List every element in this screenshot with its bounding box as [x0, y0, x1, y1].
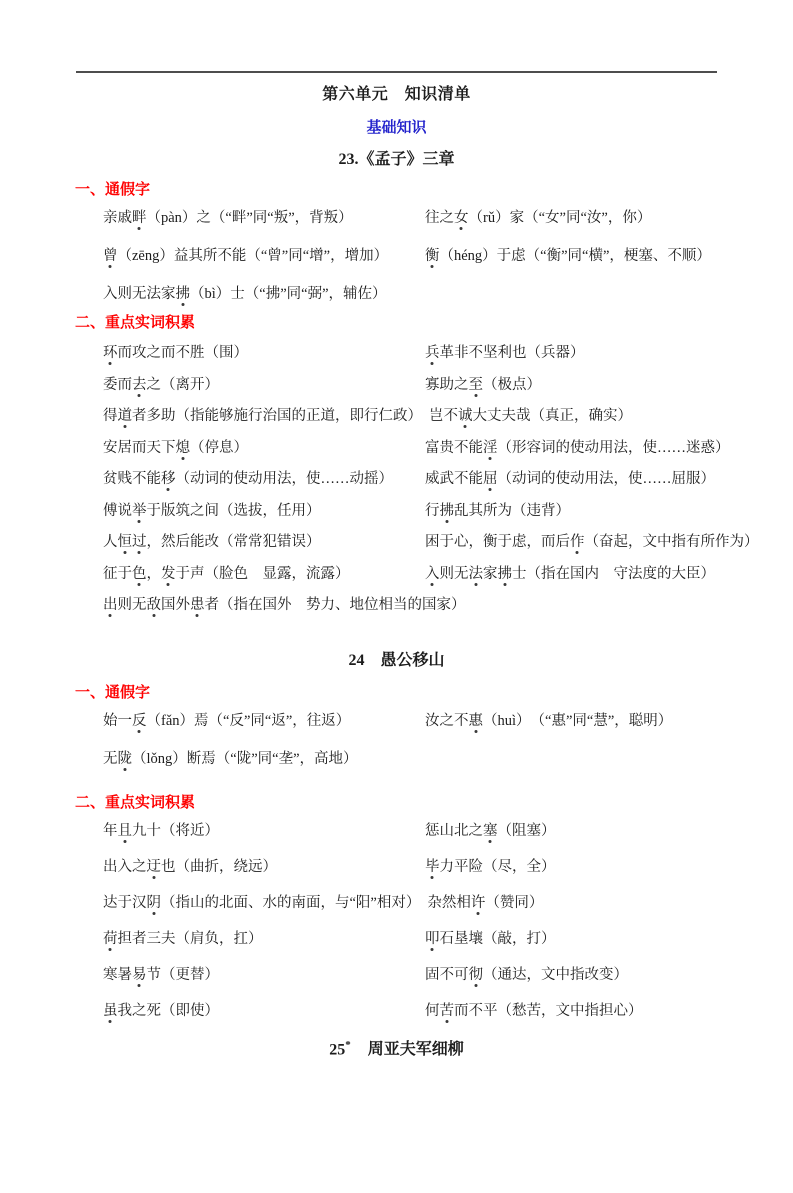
unit-title: 第六单元 知识清单: [322, 86, 471, 103]
entry-left: 人恒过，然后能改（常常犯错误）: [103, 534, 321, 550]
entry-right: 衡（héng）于虑（“衡”同“横”，梗塞、不顺）: [425, 248, 711, 264]
lesson-23-title: 23.《孟子》三章: [338, 151, 455, 168]
entry-right: 兵革非不坚利也（兵器）: [425, 345, 585, 361]
lesson-25-title: [0, 1036, 793, 1059]
entry-left: 寒暑易节（更替）: [103, 967, 219, 983]
entry-right: 岂不诚大丈夫哉（真正，确实）: [429, 408, 632, 424]
entry-row: [103, 859, 753, 876]
entry-right: 惩山北之塞（阻塞）: [425, 823, 556, 839]
entry-left: 傅说举于版筑之间（选拔，任用）: [103, 502, 321, 519]
tongjiazi-23-rows: [103, 210, 753, 303]
entry-right: 叩石垦壤（敲，打）: [425, 931, 556, 947]
entry-right: 行拂乱其所为（违背）: [425, 502, 570, 519]
lesson-25-number: 25: [329, 1041, 346, 1059]
asterisk-mark: *: [345, 1039, 351, 1051]
entry-row: [103, 286, 753, 303]
entry-row: [103, 931, 753, 948]
entry-left: 入则无法家拂（bì）士（“拂”同“弼”，辅佐）: [103, 286, 387, 302]
entry-right: 毕力平险（尽，全）: [425, 859, 556, 875]
shici-24-rows: [103, 823, 753, 1020]
entry-row: [103, 440, 753, 457]
entry-row: [103, 566, 753, 583]
entry-row: [103, 1003, 753, 1020]
entry-right: 往之女（rǔ）家（“女”同“汝”，你）: [425, 210, 652, 226]
entry-row: [103, 471, 753, 488]
entry-right: 威武不能屈（动词的使动用法，使……屈服）: [425, 471, 715, 487]
entry-left: 得道者多助（指能够施行治国的正道，即行仁政）: [103, 408, 422, 424]
entry-row: [103, 823, 753, 840]
entry-right: 汝之不惠（huì） （“惠”同“慧”，聪明）: [425, 713, 673, 729]
nav-line: [0, 120, 793, 137]
entry-row: [103, 248, 753, 265]
entry-left: 年且九十（将近）: [103, 823, 219, 839]
base-knowledge-link[interactable]: 基础知识: [366, 120, 427, 136]
shici-23-rows: [103, 345, 759, 614]
lesson-24-title: 24 愚公移山: [348, 652, 445, 669]
entry-left: 环而攻之而不胜（围）: [103, 345, 248, 361]
entry-left: 亲戚畔（pàn）之（“畔”同“叛”，背叛）: [103, 210, 353, 226]
entry-row: [103, 408, 753, 425]
entry-left: 始一反（fǎn）焉（“反”同“返”，往返）: [103, 713, 351, 729]
lesson-25-name: 周亚夫军细柳: [367, 1041, 464, 1059]
entry-right: 固不可彻（通达，文中指改变）: [425, 967, 628, 983]
entry-left: 安居而天下熄（停息）: [103, 439, 248, 456]
entry-row: [103, 377, 753, 394]
entry-row: [103, 895, 753, 912]
entry-row: [103, 751, 753, 768]
entry-row: [103, 597, 753, 614]
section-heading-tongjiazi-23: 一、通假字: [75, 182, 151, 198]
entry-row: [103, 210, 753, 227]
entry-right: 富贵不能淫（形容词的使动用法，使……迷惑）: [425, 439, 730, 456]
entry-row: [103, 713, 753, 730]
entry-left: 荷担者三夫（肩负，扛）: [103, 931, 263, 947]
entry-row: [103, 345, 753, 362]
tongjiazi-24-rows: [103, 713, 753, 768]
entry-left: 达于汉阴（指山的北面、水的南面，与“阳”相对）: [103, 895, 421, 911]
entry-right: 入则无法家拂士（指在国内 守法度的大臣）: [425, 565, 715, 582]
entry-left: 出则无敌国外患者（指在国外 势力、地位相当的国家）: [103, 597, 466, 613]
entry-right: 何苦而不平（愁苦，文中指担心）: [425, 1003, 643, 1019]
entry-left: 委而去之（离开）: [103, 376, 219, 393]
entry-left: 征于色，发于声（脸色 显露，流露）: [103, 565, 350, 582]
entry-left: 出入之迂也（曲折，绕远）: [103, 859, 277, 875]
entry-row: [103, 534, 759, 551]
entry-right: 困于心，衡于虑，而后作（奋起，文中指有所作为）: [425, 534, 759, 550]
entry-left: 虽我之死（即使）: [103, 1003, 219, 1019]
section-heading-shici-23: 二、重点实词积累: [75, 315, 196, 331]
entry-left: 贫贱不能移（动词的使动用法，使……动摇）: [103, 471, 393, 487]
entry-row: [103, 503, 753, 520]
top-rule: [76, 71, 717, 73]
entry-row: [103, 967, 753, 984]
section-heading-tongjiazi-24: 一、通假字: [75, 685, 151, 701]
entry-right: 杂然相许（赞同）: [427, 895, 544, 911]
entry-left: 曾（zēng）益其所不能（“曾”同“增”，增加）: [103, 248, 389, 264]
entry-left: 无陇（lǒng）断焉（“陇”同“垄”，高地）: [103, 751, 358, 767]
entry-right: 寡助之至（极点）: [425, 376, 541, 393]
section-heading-shici-24: 二、重点实词积累: [75, 795, 196, 811]
